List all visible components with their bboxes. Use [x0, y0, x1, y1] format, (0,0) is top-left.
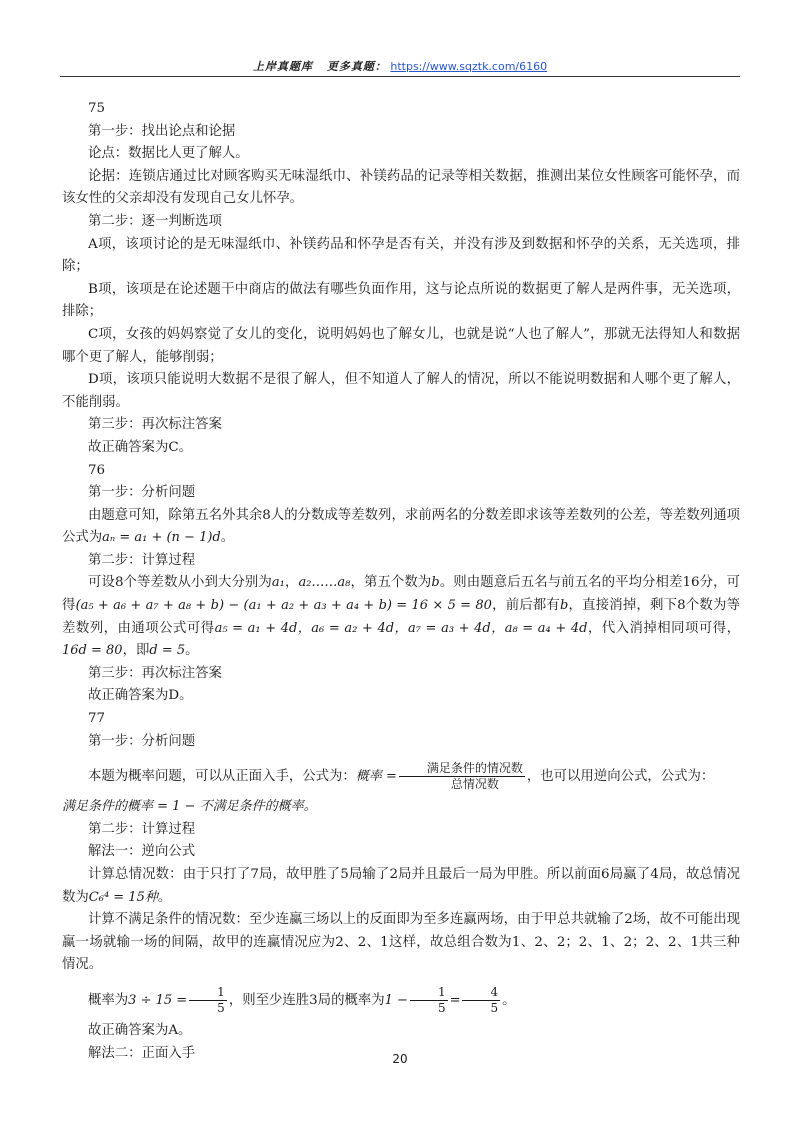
fraction — [410, 985, 448, 1016]
text: ，第五个数为 — [350, 575, 432, 591]
step-heading: 第二步：逐一判断选项 — [88, 213, 222, 229]
paragraph: 计算不满足条件的情况数：至少连赢三场以上的反面即为至多连赢两场，由于甲总共就输了2场，故不可能出现赢一场就输一场的间隔，故甲的连赢情况应为2、2、1这样，故总组合数为1、2、2；2、1、2；2、2、1共三种情况。 — [62, 912, 740, 973]
step-heading: 第一步：分析问题 — [88, 733, 196, 749]
math-formula: 16d = 80 — [62, 643, 123, 659]
text: ，即 — [122, 643, 150, 659]
option-a-analysis: A项，该项讨论的是无味湿纸巾、补镁药品和怀孕是否有关，并没有涉及到数据和怀孕的关系，无关选项，排除； — [62, 236, 740, 275]
math-formula: a₁ — [271, 575, 285, 591]
math-formula: 1 − — [384, 992, 408, 1008]
fraction-numerator: 4 — [462, 985, 500, 1001]
paragraph — [62, 864, 740, 909]
text: 。 — [502, 992, 516, 1008]
option-d-analysis: D项，该项只能说明大数据不是很了解人，但不知道人了解人的情况，所以不能说明数据和人哪个更了解人，不能削弱。 — [62, 372, 740, 410]
option-b-analysis: B项，该项是在论述题干中商店的做法有哪些负面作用，这与论点所说的数据更了解人是两件事，无关选项，排除； — [62, 281, 740, 320]
fraction-denominator: 5 — [490, 1000, 499, 1015]
math-formula: = — [449, 992, 461, 1008]
text: ，也可以用逆向公式，公式为： — [526, 769, 715, 785]
math-formula: 3 ÷ 15 = — [128, 992, 188, 1008]
option-c-analysis: C项，女孩的妈妈察觉了女儿的变化，说明妈妈也了解女儿，也就是说“人也了解人”，那就无法得知人和数据哪个更了解人，能够削弱； — [62, 326, 740, 365]
step-heading: 第二步：计算过程 — [88, 552, 196, 568]
formula-line: 满足条件的概率 = 1 − 不满足条件的概率。 — [62, 799, 317, 815]
text: 计算总情况数：由于只打了7局，故甲胜了5局输了2局并且最后一局为甲胜。所以前面6局赢了4局，故总情况数为 — [62, 867, 740, 905]
answer-line: 故正确答案为D。 — [88, 688, 193, 704]
paragraph — [62, 985, 740, 1016]
header-divider — [60, 76, 740, 77]
fraction-denominator: 5 — [217, 1000, 225, 1015]
step-heading: 第一步：找出论点和论据 — [88, 123, 236, 139]
text: ， — [284, 575, 299, 591]
method-heading: 解法一：逆向公式 — [88, 844, 196, 860]
more-label: 更多真题： — [326, 60, 387, 73]
math-formula: a₂……a₈ — [298, 575, 351, 591]
method-heading: 解法二：正面入手 — [88, 1045, 196, 1061]
paragraph: 论点：数据比人更了解人。 — [88, 146, 249, 162]
fraction-numerator: 满足条件的情况数 — [399, 761, 525, 777]
fraction — [462, 985, 500, 1016]
fraction-denominator: 5 — [437, 1000, 446, 1015]
paragraph — [62, 505, 740, 550]
page-number: 20 — [392, 1052, 408, 1066]
math-formula: d = 5 — [149, 643, 186, 659]
paragraph — [62, 572, 740, 662]
step-heading: 第三步：再次标注答案 — [88, 665, 222, 681]
text: 由题意可知，除第五名外其余8人的分数成等差数列，求前两名的分数差即求该等差数列的公差，等差数列通项公式为 — [62, 507, 740, 546]
text: ，直接消掉，剩下8个数为等差数列，由通项公式可得 — [62, 598, 740, 636]
fraction — [189, 985, 227, 1016]
source-link[interactable]: https://www.sqztk.com/6160 — [390, 60, 548, 73]
question-number-75: 75 — [88, 101, 106, 116]
text: 概率为 — [88, 992, 129, 1008]
fraction-numerator: 1 — [410, 985, 448, 1001]
math-formula: b — [431, 575, 440, 591]
text: 。 — [157, 889, 172, 905]
answer-line: 故正确答案为C。 — [88, 439, 192, 455]
brand-name: 上岸真题库 — [252, 60, 313, 73]
document-body — [62, 98, 740, 1065]
text: 可设8个等差数从小到大分别为 — [88, 575, 272, 591]
paragraph — [62, 761, 740, 792]
question-number-77: 77 — [88, 711, 106, 727]
math-formula: a₅ = a₁ + 4d，a₆ = a₂ + 4d，a₇ = a₃ + 4d，a₈ = a₄ + 4d — [214, 620, 588, 636]
fraction — [399, 761, 525, 792]
math-formula: C₆⁴ = 15种 — [88, 889, 158, 905]
paragraph: 论据：连锁店通过比对顾客购买无味湿纸巾、补镁药品的记录等相关数据，推测出某位女性顾客可能怀孕，而该女性的父亲却没有发现自己女儿怀孕。 — [62, 168, 740, 207]
text: 。则由题意后五名与前五名的平均分相差16分，可得 — [62, 575, 740, 614]
text: ，代入消掉相同项可得， — [587, 620, 741, 636]
math-formula: aₙ = a₁ + (n − 1)d — [102, 530, 221, 546]
math-formula: b — [560, 598, 569, 614]
answer-line: 故正确答案为A。 — [88, 1022, 192, 1038]
step-heading: 第二步：计算过程 — [88, 821, 196, 837]
math-formula: 概率 = — [355, 769, 397, 785]
page-header — [0, 58, 800, 74]
step-heading: 第一步：分析问题 — [88, 485, 196, 501]
fraction-numerator: 1 — [189, 985, 227, 1001]
text: ，前后都有 — [491, 598, 561, 614]
fraction-denominator: 总情况数 — [450, 777, 499, 792]
text: 本题为概率问题，可以从正面入手，公式为： — [88, 769, 356, 785]
text: 。 — [185, 643, 199, 659]
question-number-76: 76 — [88, 462, 106, 478]
math-formula: (a₅ + a₆ + a₇ + a₈ + b) − (a₁ + a₂ + a₃ + a₄ + b) = 16 × 5 = 80 — [75, 598, 492, 614]
text: ，则至少连胜3局的概率为 — [228, 992, 385, 1008]
text: 。 — [220, 530, 235, 546]
step-heading: 第三步：再次标注答案 — [88, 417, 222, 433]
